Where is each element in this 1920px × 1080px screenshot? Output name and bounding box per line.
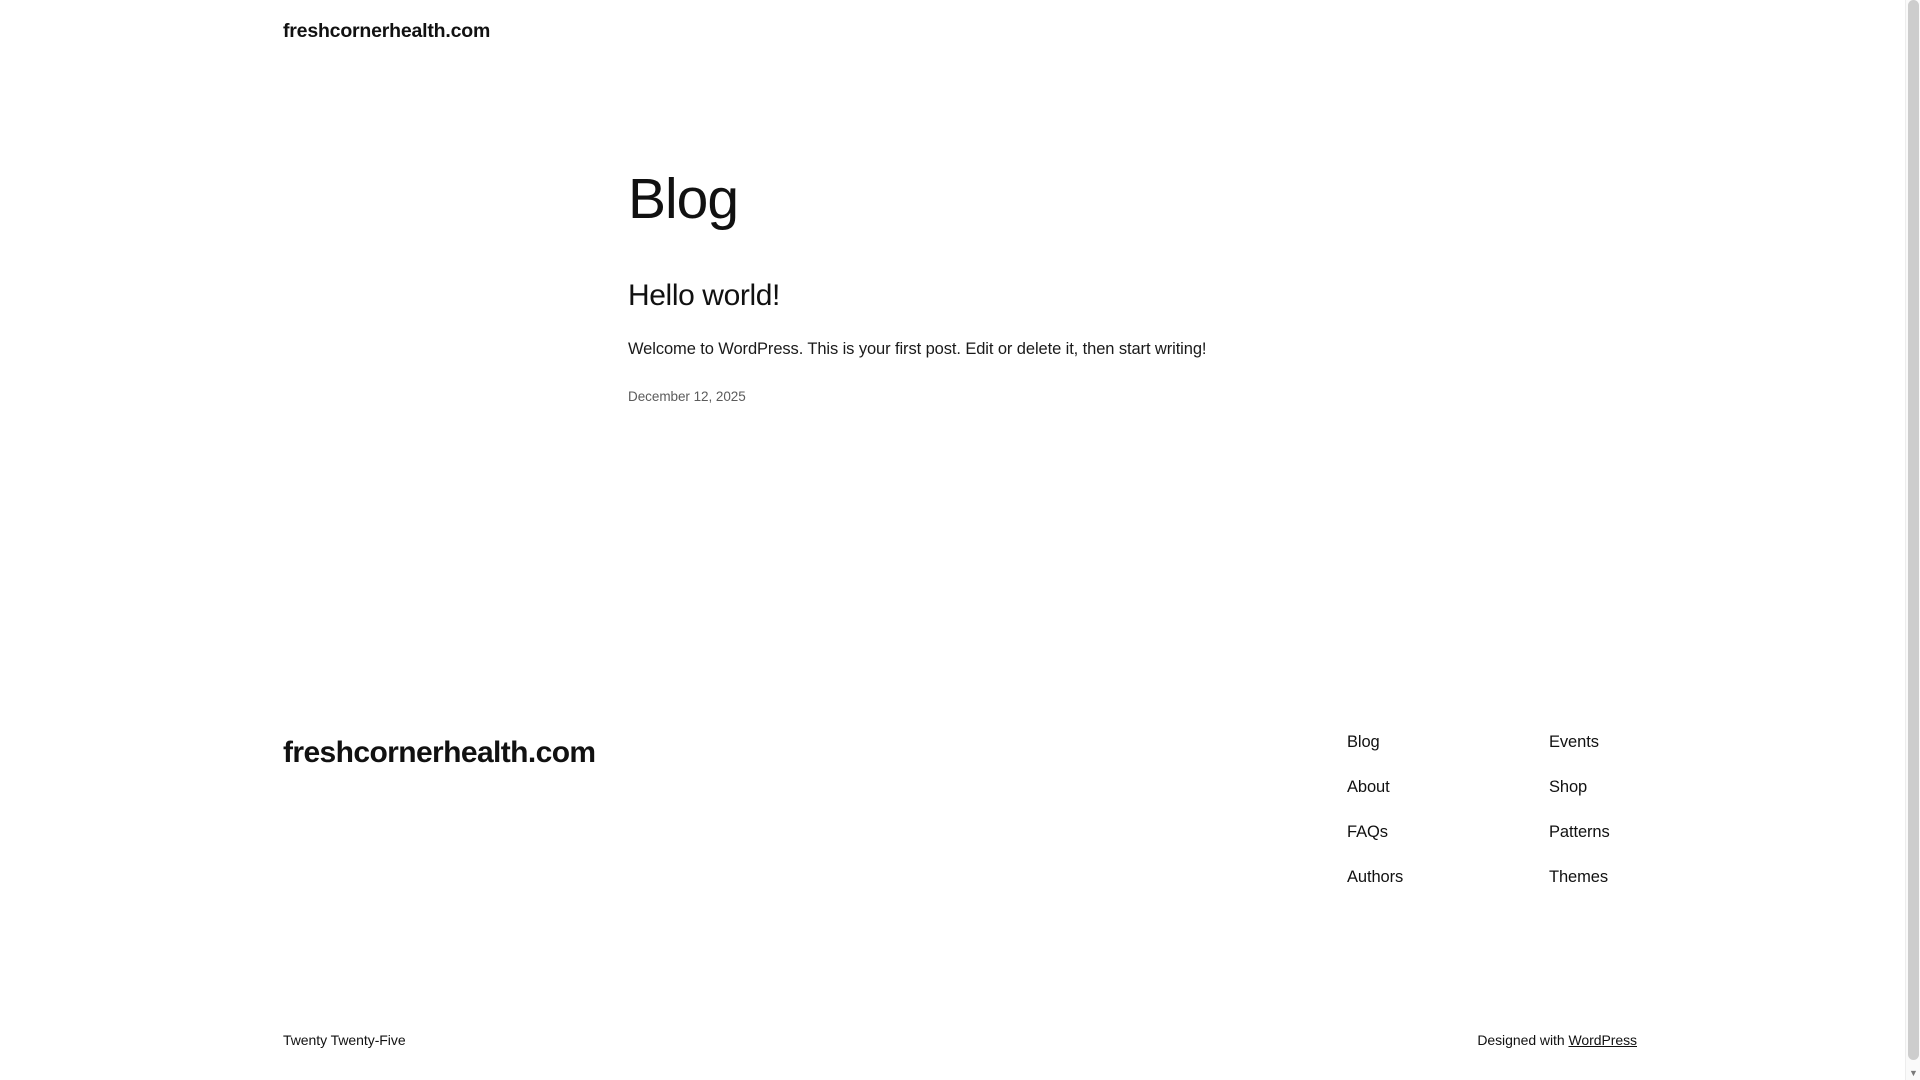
page-scrollbar[interactable]	[1905, 0, 1920, 1080]
site-title-link[interactable]: freshcornerhealth.com	[283, 20, 491, 42]
post-date: December 12, 2025	[628, 389, 746, 405]
footer-credit-link[interactable]: WordPress	[1568, 1032, 1637, 1048]
footer-link-patterns[interactable]: Patterns	[1549, 823, 1610, 841]
footer-link-events[interactable]: Events	[1549, 733, 1599, 751]
footer-link-themes[interactable]: Themes	[1549, 868, 1609, 886]
site-header	[0, 0, 1920, 42]
post-title-link[interactable]: Hello world!	[628, 279, 780, 312]
footer-link-about[interactable]: About	[1347, 778, 1390, 796]
scrollbar-thumb[interactable]	[1908, 0, 1919, 1060]
post-item	[628, 278, 1348, 407]
footer-theme-name: Twenty Twenty-Five	[283, 1032, 406, 1048]
footer-nav-column-1	[1347, 734, 1403, 914]
footer-nav-column-2	[1549, 734, 1610, 914]
footer-link-faqs[interactable]: FAQs	[1347, 823, 1388, 841]
footer-bottom-bar	[0, 1020, 1920, 1080]
scrollbar-down-arrow-icon[interactable]: ▼	[1909, 1068, 1918, 1078]
footer-link-shop[interactable]: Shop	[1549, 778, 1588, 796]
post-title	[628, 278, 1348, 314]
footer-link-authors[interactable]: Authors	[1347, 868, 1404, 886]
page-title: Blog	[628, 167, 739, 232]
site-footer	[0, 700, 1920, 1080]
footer-credit-prefix: Designed with	[1477, 1032, 1569, 1048]
footer-link-blog[interactable]: Blog	[1347, 733, 1380, 751]
post-excerpt: Welcome to WordPress. This is your first post. Edit or delete it, then start writing!	[628, 340, 1207, 358]
footer-credit	[1477, 1032, 1637, 1048]
footer-brand-link[interactable]: freshcornerhealth.com	[283, 736, 596, 769]
